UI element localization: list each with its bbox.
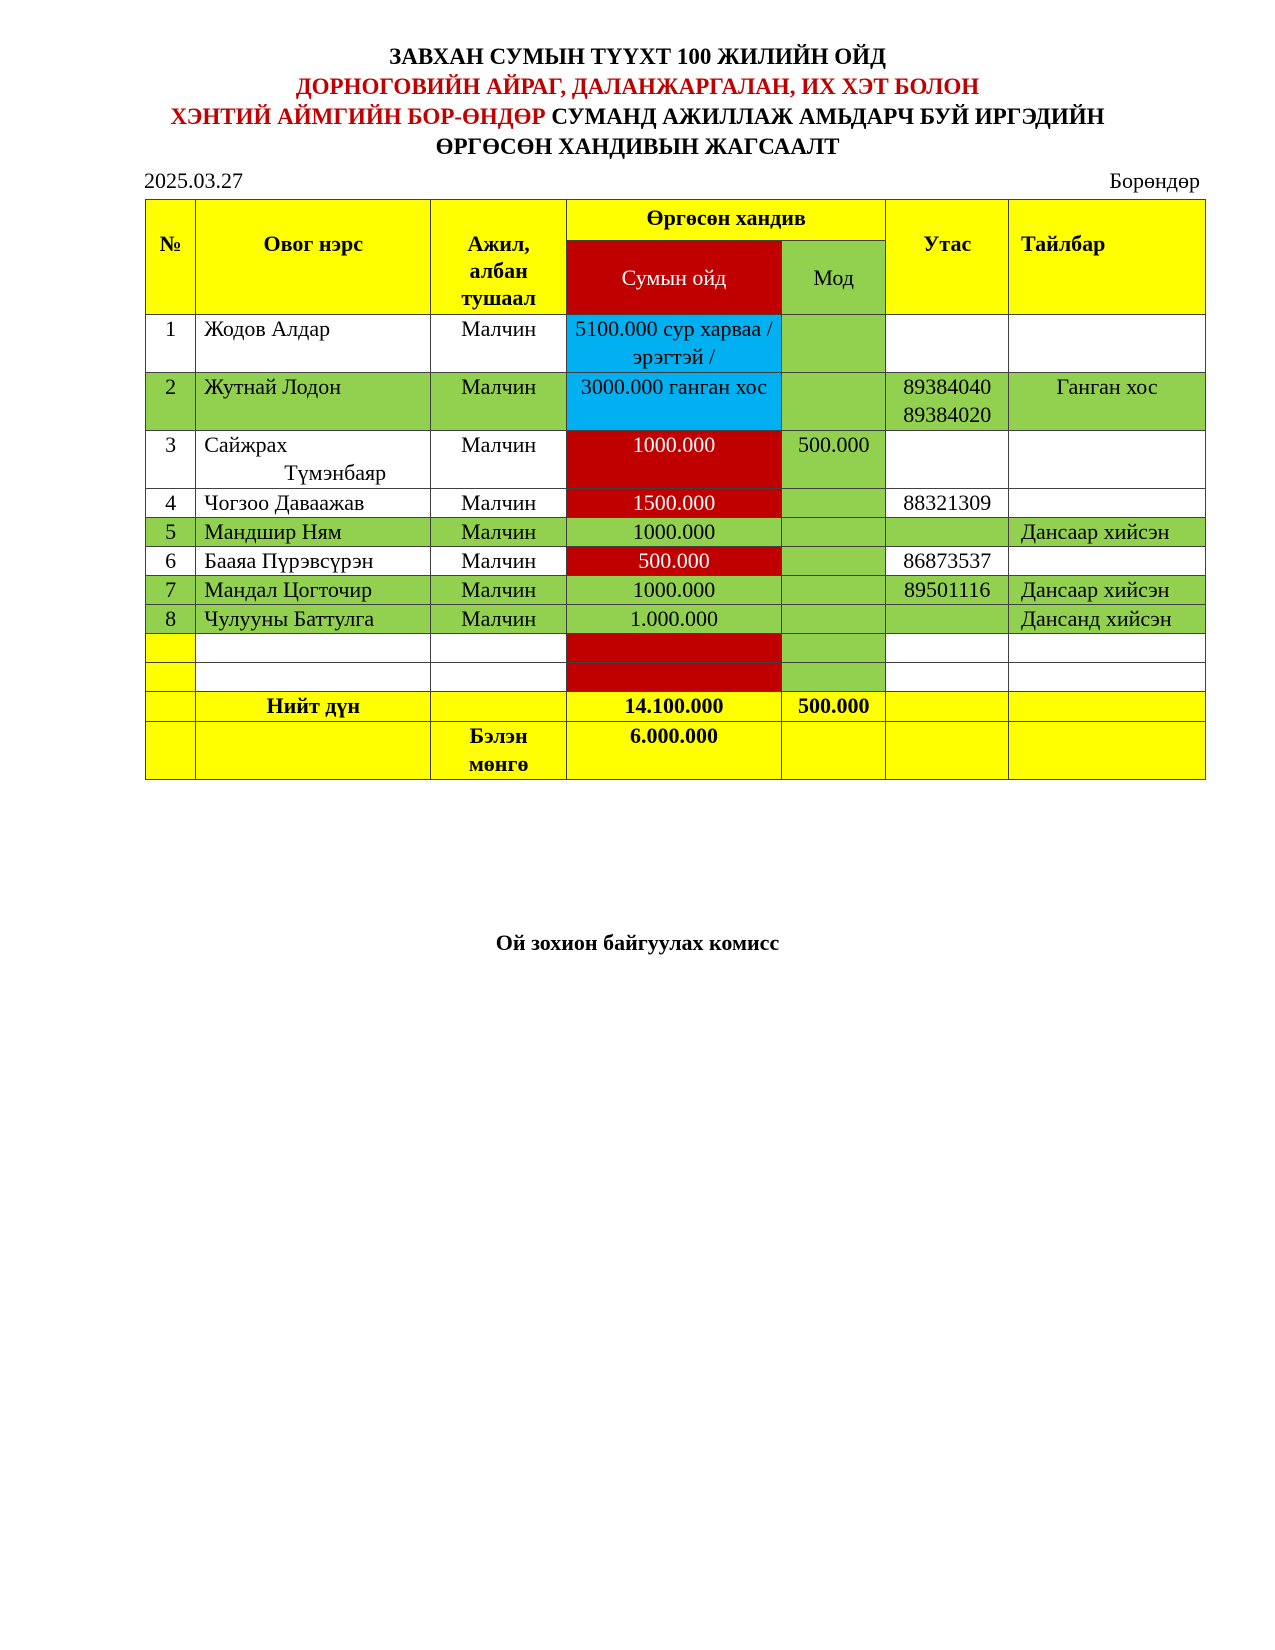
table-row: [146, 431, 1206, 489]
empty-cell: [146, 663, 196, 692]
cash-empty: [196, 722, 431, 780]
row-no: 3: [146, 431, 196, 489]
row-name: Мандал Цогточир: [196, 576, 431, 605]
row-wood: [781, 605, 886, 634]
cash-row: [146, 722, 1206, 780]
row-sum: 1000.000: [566, 576, 781, 605]
total-empty: [886, 692, 1009, 722]
title-line-3-black: СУМАНД АЖИЛЛАЖ АМЬДАРЧ БУЙ ИРГЭДИЙН: [545, 104, 1105, 129]
row-note: [1009, 431, 1206, 489]
row-phone: [886, 605, 1009, 634]
row-wood: [781, 547, 886, 576]
row-sum: 1500.000: [566, 489, 781, 518]
empty-cell: [431, 634, 567, 663]
row-no: 4: [146, 489, 196, 518]
title-line-3-red: ХЭНТИЙ АЙМГИЙН БОР-ӨНДӨР: [170, 104, 546, 129]
header-phone: Утас: [886, 200, 1009, 315]
cash-empty: [886, 722, 1009, 780]
row-sum: 1000.000: [566, 518, 781, 547]
row-wood: [781, 315, 886, 373]
row-job: Малчин: [431, 547, 567, 576]
empty-row: [146, 663, 1206, 692]
header-job: Ажил, албан тушаал: [431, 200, 567, 315]
header-sum: Сумын ойд: [566, 241, 781, 315]
row-wood: [781, 518, 886, 547]
total-label: Нийт дүн: [196, 692, 431, 722]
row-sum: 5100.000 сур харваа /эрэгтэй /: [566, 315, 781, 373]
document-place: Борөндөр: [1109, 168, 1200, 193]
table-row: [146, 373, 1206, 431]
title-line-2: ДОРНОГОВИЙН АЙРАГ, ДАЛАНЖАРГАЛАН, ИХ ХЭТ БОЛОН: [295, 74, 980, 99]
row-phone: 89384040 89384020: [886, 373, 1009, 431]
row-no: 5: [146, 518, 196, 547]
empty-cell: [886, 663, 1009, 692]
row-name: Жутнай Лодон: [196, 373, 431, 431]
table-row: [146, 547, 1206, 576]
header-no: №: [146, 200, 196, 315]
donation-table: [145, 199, 1206, 780]
row-note: [1009, 547, 1206, 576]
row-name: Чогзоо Даваажав: [196, 489, 431, 518]
table-row: [146, 576, 1206, 605]
row-note: Дансанд хийсэн: [1009, 605, 1206, 634]
header-wood: Мод: [781, 241, 886, 315]
row-job: Малчин: [431, 605, 567, 634]
row-job: Малчин: [431, 489, 567, 518]
row-note: Ганган хос: [1009, 373, 1206, 431]
empty-cell: [196, 634, 431, 663]
empty-row: [146, 634, 1206, 663]
empty-cell: [431, 663, 567, 692]
row-sum: 3000.000 ганган хос: [566, 373, 781, 431]
row-phone: [886, 315, 1009, 373]
header-name: Овог нэрс: [196, 200, 431, 315]
empty-cell: [886, 634, 1009, 663]
table-row: [146, 489, 1206, 518]
row-note: Дансаар хийсэн: [1009, 576, 1206, 605]
empty-cell: [1009, 663, 1206, 692]
row-job: Малчин: [431, 518, 567, 547]
empty-cell: [566, 634, 781, 663]
empty-cell: [196, 663, 431, 692]
total-empty: [1009, 692, 1206, 722]
row-no: 8: [146, 605, 196, 634]
cash-sum: 6.000.000: [566, 722, 781, 780]
empty-cell: [781, 663, 886, 692]
cash-empty: [781, 722, 886, 780]
empty-cell: [566, 663, 781, 692]
empty-cell: [146, 634, 196, 663]
empty-cell: [1009, 634, 1206, 663]
row-wood: [781, 576, 886, 605]
row-note: Дансаар хийсэн: [1009, 518, 1206, 547]
row-job: Малчин: [431, 576, 567, 605]
row-phone: [886, 431, 1009, 489]
row-sum: 500.000: [566, 547, 781, 576]
table-row: [146, 315, 1206, 373]
total-sum: 14.100.000: [566, 692, 781, 722]
row-sum: 1000.000: [566, 431, 781, 489]
title-line-1: ЗАВХАН СУМЫН ТҮҮХТ 100 ЖИЛИЙН ОЙД: [389, 44, 886, 69]
row-name: Чулууны Баттулга: [196, 605, 431, 634]
cash-empty: [146, 722, 196, 780]
document-title: [0, 42, 1275, 162]
row-note: [1009, 489, 1206, 518]
row-phone: 86873537: [886, 547, 1009, 576]
header-donation-group: Өргөсөн хандив: [566, 200, 886, 241]
row-name: Мандшир Ням: [196, 518, 431, 547]
total-empty: [146, 692, 196, 722]
row-no: 7: [146, 576, 196, 605]
row-phone: [886, 518, 1009, 547]
row-no: 6: [146, 547, 196, 576]
row-job: Малчин: [431, 373, 567, 431]
row-no: 1: [146, 315, 196, 373]
committee-signature: Ой зохион байгуулах комисс: [495, 930, 780, 955]
row-wood: 500.000: [781, 431, 886, 489]
table-row: [146, 518, 1206, 547]
row-wood: [781, 373, 886, 431]
row-note: [1009, 315, 1206, 373]
row-job: Малчин: [431, 315, 567, 373]
document-date: 2025.03.27: [144, 168, 243, 193]
row-name-second: Түмэнбаяр: [284, 460, 387, 485]
cash-label: Бэлэн мөнгө: [431, 722, 567, 780]
row-name: Жодов Алдар: [196, 315, 431, 373]
table-row: [146, 605, 1206, 634]
row-phone: 88321309: [886, 489, 1009, 518]
total-wood: 500.000: [781, 692, 886, 722]
row-name: Бааяа Пүрэвсүрэн: [196, 547, 431, 576]
title-line-3: [0, 102, 1275, 132]
row-no: 2: [146, 373, 196, 431]
row-name: [196, 431, 431, 489]
empty-cell: [781, 634, 886, 663]
row-job: Малчин: [431, 431, 567, 489]
title-line-4: ӨРГӨСӨН ХАНДИВЫН ЖАГСААЛТ: [435, 134, 840, 159]
total-row: [146, 692, 1206, 722]
cash-empty: [1009, 722, 1206, 780]
row-sum: 1.000.000: [566, 605, 781, 634]
header-note: Тайлбар: [1009, 200, 1206, 315]
row-phone: 89501116: [886, 576, 1009, 605]
row-name-first: Сайжрах: [204, 432, 288, 457]
total-empty: [431, 692, 567, 722]
row-wood: [781, 489, 886, 518]
